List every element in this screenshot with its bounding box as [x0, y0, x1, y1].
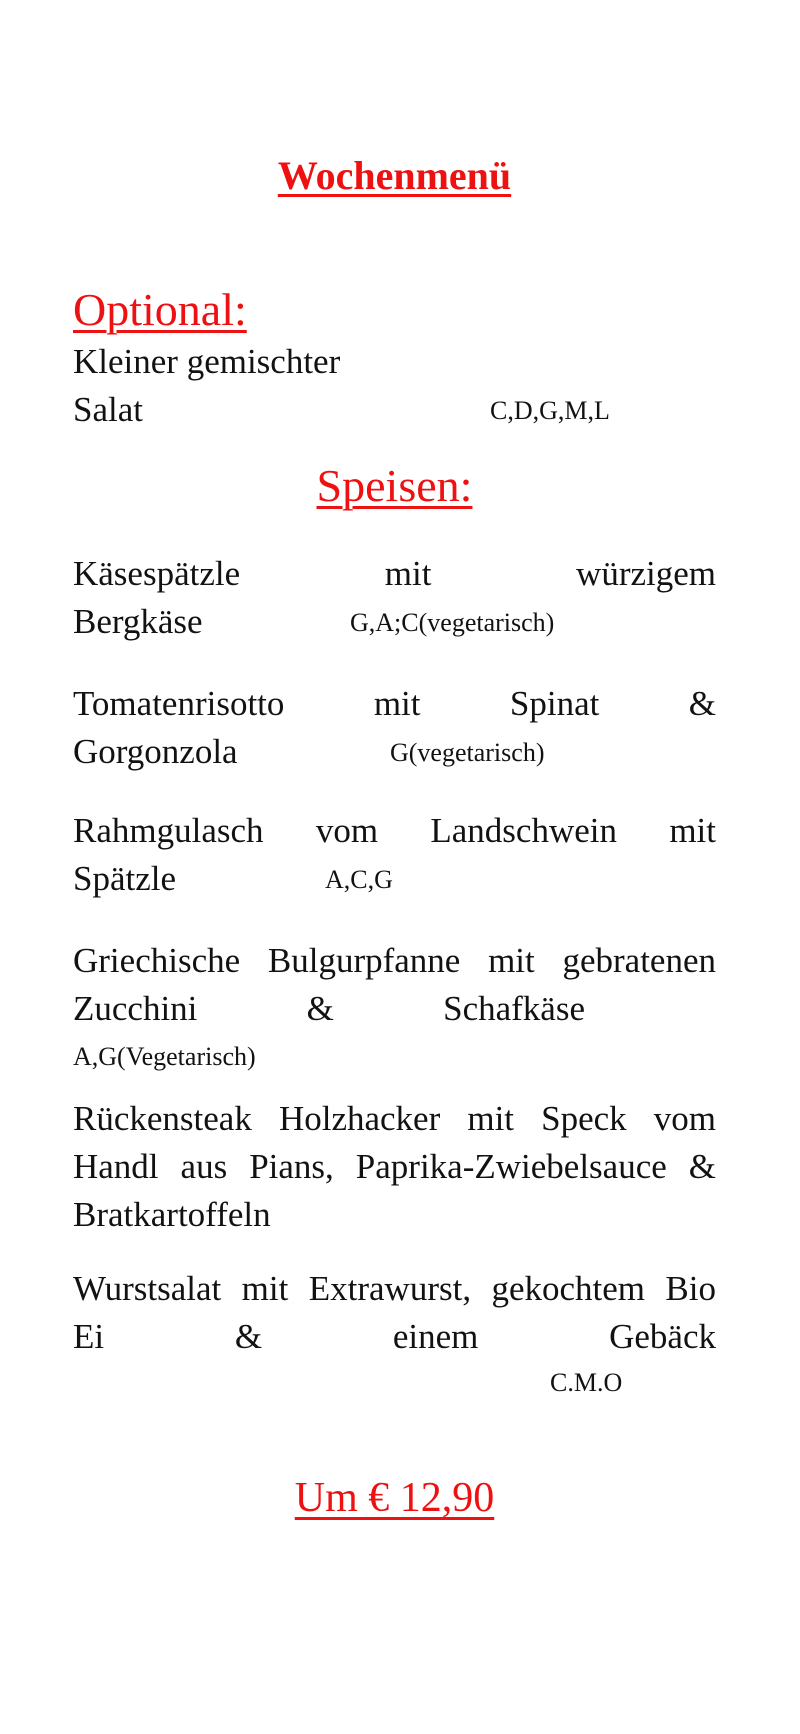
dish-kaesespaetzle: [73, 550, 716, 646]
dish-line: [73, 598, 716, 646]
dish-line: [73, 855, 716, 903]
optional-item-name: Salat: [73, 390, 143, 429]
dish-line: Rückensteak Holzhacker mit Speck vom: [73, 1099, 716, 1138]
menu-title: Wochenmenü: [277, 153, 512, 198]
dish-line: [73, 728, 716, 776]
dish-bulgurpfanne: [73, 937, 716, 1081]
dish-tomatenrisotto: [73, 680, 716, 776]
dish-line: Rahmgulasch vom Landschwein mit: [73, 811, 716, 850]
speisen-heading: Speisen:: [316, 460, 473, 511]
allergen-code: A,G(Vegetarisch): [73, 1042, 256, 1071]
dish-rueckensteak: [73, 1095, 716, 1239]
allergen-code: G(vegetarisch): [390, 738, 545, 767]
allergen-code: C,D,G,M,L: [490, 396, 610, 425]
optional-item-line2: [73, 386, 716, 434]
dish-line: Griechische Bulgurpfanne mit gebratenen: [73, 941, 716, 980]
allergen-code: G,A;C(vegetarisch): [350, 608, 555, 637]
allergen-code: A,C,G: [325, 865, 393, 894]
dish-line: Wurstsalat mit Extrawurst, gekochtem Bio: [73, 1269, 716, 1308]
dish-line: Tomatenrisotto mit Spinat &: [73, 684, 716, 723]
dish-name: Spätzle: [73, 859, 177, 898]
optional-item-line1: Kleiner gemischter: [73, 342, 341, 381]
price-label: Um € 12,90: [294, 1475, 495, 1521]
dish-wurstsalat: [73, 1265, 716, 1405]
dish-line: Zucchini & Schafkäse: [73, 989, 585, 1028]
dish-line: Ei & einem Gebäck: [73, 1317, 716, 1356]
optional-heading: Optional:: [73, 284, 247, 335]
allergen-code: C.M.O: [550, 1368, 623, 1397]
dish-rahmgulasch: [73, 807, 716, 903]
dish-line: Bratkartoffeln: [73, 1195, 271, 1234]
dish-line: Käsespätzle mit würzigem: [73, 554, 716, 593]
dish-name: Gorgonzola: [73, 732, 238, 771]
dish-name: Bergkäse: [73, 602, 203, 641]
optional-section: [73, 282, 716, 434]
dish-line: Handl aus Pians, Paprika-Zwiebelsauce &: [73, 1147, 716, 1186]
